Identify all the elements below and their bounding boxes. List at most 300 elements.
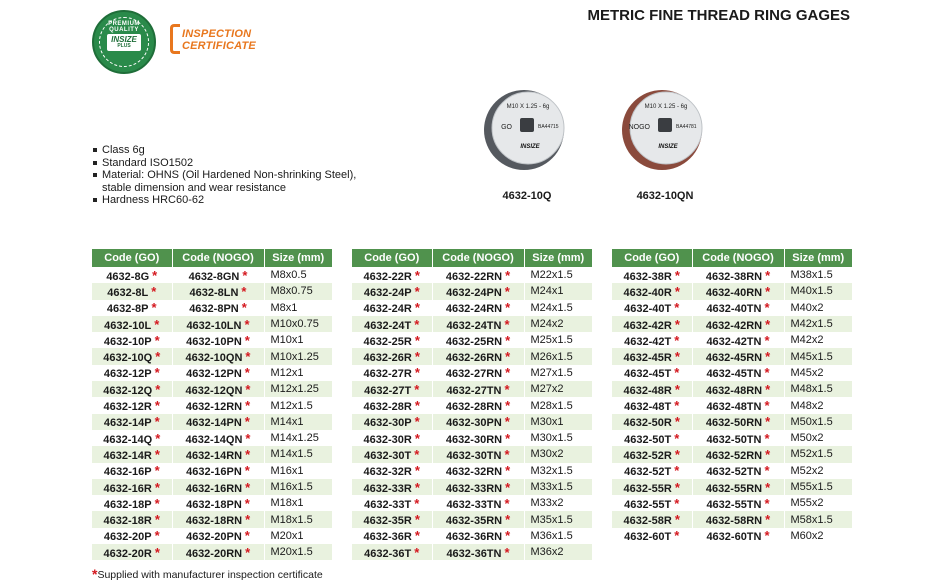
spec-item: Hardness HRC60-62	[92, 194, 356, 207]
code-nogo-cell	[432, 267, 524, 283]
size-cell: M20x1	[264, 528, 332, 544]
certificate-star-icon: *	[504, 495, 510, 511]
size-cell: M27x1.5	[524, 365, 592, 381]
code-nogo-cell	[172, 381, 264, 397]
gauge-marking-text: M10 X 1.25 - 6g	[506, 104, 550, 110]
size-cell: M30x2	[524, 446, 592, 462]
certificate-star-icon: *	[505, 267, 511, 283]
table-row	[612, 267, 852, 283]
certificate-star-icon: *	[674, 381, 680, 397]
size-cell: M52x2	[784, 463, 852, 479]
code-text: 4632-40T	[624, 303, 672, 316]
certificate-star-icon: *	[245, 512, 251, 528]
certificate-star-icon: *	[674, 430, 680, 446]
code-text: 4632-8P	[106, 303, 149, 316]
code-nogo-cell	[172, 511, 264, 527]
cert-bracket-icon	[170, 24, 180, 54]
certificate-star-icon: *	[765, 316, 771, 332]
gauge-side-label: NOGO	[628, 124, 650, 131]
size-cell: M24x1	[524, 283, 592, 299]
code-go-cell	[92, 267, 172, 283]
code-go-cell	[352, 316, 432, 332]
code-text: 4632-45RN	[705, 352, 763, 365]
size-cell: M8x1	[264, 300, 332, 316]
code-text: 4632-14PN	[186, 417, 242, 430]
code-text: 4632-22RN	[445, 270, 503, 283]
certificate-star-icon: *	[674, 267, 680, 283]
gauge-brand-text: INSIZE	[520, 144, 540, 150]
table-row	[612, 365, 852, 381]
column-header: Size (mm)	[784, 249, 852, 267]
certificate-star-icon: *	[765, 381, 771, 397]
size-cell: M45x2	[784, 365, 852, 381]
table-row	[612, 381, 852, 397]
code-go-cell	[612, 495, 692, 511]
size-cell: M38x1.5	[784, 267, 852, 283]
certificate-star-icon: *	[674, 365, 680, 381]
certificate-star-icon: *	[505, 349, 511, 365]
code-text: 4632-22R	[363, 270, 412, 283]
gauge-caption-nogo: 4632-10QN	[636, 190, 694, 202]
column-header: Code (GO)	[92, 249, 172, 267]
code-text: 4632-35RN	[445, 515, 503, 528]
code-text: 4632-24R	[363, 303, 412, 316]
certificate-star-icon: *	[414, 463, 420, 479]
certificate-star-icon: *	[245, 381, 251, 397]
code-text: 4632-52TN	[706, 466, 762, 479]
gauge-marking-text: M10 X 1.25 - 6g	[644, 104, 688, 110]
code-nogo-cell	[692, 511, 784, 527]
table-row	[352, 414, 592, 430]
code-nogo-cell	[172, 348, 264, 364]
table-row	[92, 528, 332, 544]
code-text: 4632-26R	[363, 352, 412, 365]
gauge-caption-go: 4632-10Q	[502, 190, 552, 202]
certificate-star-icon: *	[765, 414, 771, 430]
certificate-star-icon: *	[155, 349, 161, 365]
table-row	[612, 397, 852, 413]
code-nogo-cell	[172, 397, 264, 413]
certificate-star-icon: *	[504, 544, 510, 560]
code-nogo-cell	[172, 316, 264, 332]
table-row	[612, 511, 852, 527]
code-nogo-cell	[692, 430, 784, 446]
table-row	[352, 511, 592, 527]
certificate-star-icon: *	[764, 528, 770, 544]
code-text: 4632-18R	[103, 515, 152, 528]
size-cell: M30x1.5	[524, 430, 592, 446]
code-text: 4632-10QN	[185, 352, 243, 365]
certificate-star-icon: *	[764, 300, 770, 316]
codes-table-2	[352, 249, 592, 560]
code-nogo-cell	[692, 267, 784, 283]
code-nogo-cell	[692, 528, 784, 544]
code-go-cell	[92, 283, 172, 299]
code-text: 4632-26RN	[445, 352, 503, 365]
code-text: 4632-10L	[104, 319, 152, 332]
code-go-cell	[352, 463, 432, 479]
code-text: 4632-32RN	[445, 466, 503, 479]
code-text: 4632-27T	[364, 384, 412, 397]
certificate-star-icon: *	[414, 365, 420, 381]
code-text: 4632-27RN	[445, 368, 503, 381]
code-text: 4632-10PN	[186, 335, 242, 348]
certificate-star-icon: *	[765, 267, 771, 283]
code-text: 4632-50RN	[705, 417, 763, 430]
table-row	[92, 316, 332, 332]
table-header-row	[92, 249, 332, 267]
certificate-star-icon: *	[504, 283, 510, 299]
code-nogo-cell	[172, 414, 264, 430]
certificate-star-icon: *	[414, 544, 420, 560]
certificate-star-icon: *	[505, 365, 511, 381]
column-header: Size (mm)	[524, 249, 592, 267]
code-text: 4632-16RN	[185, 482, 243, 495]
logo-brand-text: INSIZE	[111, 34, 137, 44]
code-nogo-cell	[432, 446, 524, 462]
code-text: 4632-38R	[623, 270, 672, 283]
code-nogo-cell	[172, 267, 264, 283]
certificate-star-icon: *	[764, 430, 770, 446]
certificate-star-icon: *	[154, 316, 160, 332]
code-text: 4632-50TN	[706, 433, 762, 446]
certificate-star-icon: *	[764, 463, 770, 479]
code-text: 4632-18P	[103, 498, 152, 511]
table-row	[352, 479, 592, 495]
table-row	[352, 365, 592, 381]
table-row	[92, 348, 332, 364]
footnote-star-icon: *	[92, 566, 98, 582]
code-go-cell	[352, 511, 432, 527]
ring-gauge-go-image	[482, 84, 572, 174]
code-nogo-cell	[172, 300, 264, 316]
code-go-cell	[92, 446, 172, 462]
code-nogo-cell	[692, 414, 784, 430]
code-text: 4632-12PN	[186, 368, 242, 381]
code-go-cell	[612, 348, 692, 364]
size-cell: M40x2	[784, 300, 852, 316]
code-go-cell	[612, 365, 692, 381]
code-nogo-cell	[692, 479, 784, 495]
code-go-cell	[92, 397, 172, 413]
code-text: 4632-35R	[363, 515, 412, 528]
certificate-star-icon: *	[245, 430, 251, 446]
code-nogo-cell	[432, 544, 524, 560]
code-nogo-cell	[432, 397, 524, 413]
size-cell: M60x2	[784, 528, 852, 544]
certificate-star-icon: *	[151, 300, 157, 316]
code-go-cell	[92, 365, 172, 381]
code-text: 4632-12RN	[185, 401, 243, 414]
size-cell: M18x1.5	[264, 511, 332, 527]
certificate-star-icon: *	[154, 398, 160, 414]
certificate-star-icon: *	[414, 512, 420, 528]
code-text: 4632-14R	[103, 449, 152, 462]
certificate-star-icon: *	[414, 446, 420, 462]
code-nogo-cell	[432, 479, 524, 495]
code-text: 4632-27R	[363, 368, 412, 381]
code-nogo-cell	[172, 365, 264, 381]
code-text: 4632-40TN	[706, 303, 762, 316]
certificate-star-icon: *	[414, 430, 420, 446]
code-nogo-cell	[432, 463, 524, 479]
code-text: 4632-33R	[363, 482, 412, 495]
code-go-cell	[352, 430, 432, 446]
table-row	[352, 332, 592, 348]
gauge-brand-text: INSIZE	[658, 144, 678, 150]
code-nogo-cell	[172, 528, 264, 544]
spec-item: Standard ISO1502	[92, 157, 356, 170]
column-header: Code (GO)	[612, 249, 692, 267]
size-cell: M10x0.75	[264, 316, 332, 332]
code-text: 4632-18PN	[186, 498, 242, 511]
code-text: 4632-33T	[364, 498, 412, 511]
table-row	[92, 446, 332, 462]
code-go-cell	[92, 528, 172, 544]
size-cell: M42x1.5	[784, 316, 852, 332]
codes-table-3	[612, 249, 852, 544]
certificate-star-icon: *	[414, 398, 420, 414]
code-go-cell	[352, 544, 432, 560]
certificate-star-icon: *	[242, 267, 248, 283]
code-text: 4632-48T	[624, 401, 672, 414]
code-text: 4632-36T	[364, 547, 412, 560]
code-go-cell	[352, 300, 432, 316]
certificate-star-icon: *	[765, 349, 771, 365]
code-text: 4632-12QN	[185, 384, 243, 397]
table-row	[92, 414, 332, 430]
certificate-star-icon: *	[764, 398, 770, 414]
table-row	[612, 495, 852, 511]
certificate-star-icon: *	[674, 300, 680, 316]
code-text: 4632-42RN	[705, 319, 763, 332]
size-cell: M25x1.5	[524, 332, 592, 348]
code-text: 4632-30RN	[445, 433, 503, 446]
size-cell: M35x1.5	[524, 511, 592, 527]
code-text: 4632-30T	[364, 449, 412, 462]
code-nogo-cell	[172, 332, 264, 348]
code-text: 4632-16R	[103, 482, 152, 495]
certificate-star-icon: *	[764, 365, 770, 381]
size-cell: M8x0.5	[264, 267, 332, 283]
certificate-star-icon: *	[765, 283, 771, 299]
code-nogo-cell	[172, 479, 264, 495]
code-nogo-cell	[432, 300, 524, 316]
footnote	[92, 566, 323, 582]
code-go-cell	[612, 332, 692, 348]
spec-item: Material: OHNS (Oil Hardened Non-shrinking Steel),	[92, 169, 356, 182]
code-text: 4632-12P	[103, 368, 152, 381]
code-text: 4632-28RN	[445, 401, 503, 414]
cert-logo-text	[182, 28, 256, 52]
certificate-star-icon: *	[245, 479, 251, 495]
certificate-star-icon: *	[504, 316, 510, 332]
code-go-cell	[612, 414, 692, 430]
code-text: 4632-42R	[623, 319, 672, 332]
code-nogo-cell	[692, 332, 784, 348]
code-nogo-cell	[432, 495, 524, 511]
code-text: 4632-55RN	[705, 482, 763, 495]
code-nogo-cell	[172, 430, 264, 446]
size-cell: M28x1.5	[524, 397, 592, 413]
certificate-star-icon: *	[154, 544, 160, 560]
table-row	[612, 332, 852, 348]
gauge-side-label: GO	[501, 124, 512, 131]
gauge-center-hole	[658, 118, 672, 132]
certificate-star-icon: *	[505, 430, 511, 446]
certificate-star-icon: *	[244, 528, 250, 544]
certificate-star-icon: *	[244, 365, 250, 381]
code-nogo-cell	[692, 381, 784, 397]
code-go-cell	[352, 446, 432, 462]
code-text: 4632-16P	[103, 466, 152, 479]
code-text: 4632-48R	[623, 384, 672, 397]
code-text: 4632-55TN	[706, 498, 762, 511]
code-nogo-cell	[432, 283, 524, 299]
code-go-cell	[92, 544, 172, 560]
code-nogo-cell	[692, 463, 784, 479]
code-text: 4632-24RN	[445, 303, 503, 316]
table-row	[92, 463, 332, 479]
table-row	[92, 479, 332, 495]
certificate-star-icon: *	[151, 283, 157, 299]
code-nogo-cell	[172, 446, 264, 462]
cert-line-2: CERTIFICATE	[182, 40, 256, 52]
table-row	[352, 348, 592, 364]
certificate-star-icon: *	[765, 479, 771, 495]
code-text: 4632-32R	[363, 466, 412, 479]
code-nogo-cell	[172, 544, 264, 560]
code-go-cell	[352, 528, 432, 544]
certificate-star-icon: *	[414, 495, 420, 511]
table-row	[612, 463, 852, 479]
certificate-star-icon: *	[674, 463, 680, 479]
code-text: 4632-30PN	[446, 417, 502, 430]
table-row	[612, 528, 852, 544]
code-text: 4632-28R	[363, 401, 412, 414]
code-text: 4632-25RN	[445, 335, 503, 348]
table-row	[92, 300, 332, 316]
size-cell: M12x1.5	[264, 397, 332, 413]
code-go-cell	[612, 430, 692, 446]
certificate-star-icon: *	[764, 332, 770, 348]
code-text: 4632-10Q	[103, 352, 153, 365]
certificate-star-icon: *	[504, 381, 510, 397]
gauge-serial-text: BA44715	[538, 124, 559, 130]
code-text: 4632-24TN	[446, 319, 502, 332]
code-go-cell	[92, 511, 172, 527]
certificate-star-icon: *	[244, 414, 250, 430]
code-go-cell	[352, 479, 432, 495]
code-go-cell	[92, 332, 172, 348]
size-cell: M48x2	[784, 397, 852, 413]
size-cell: M33x1.5	[524, 479, 592, 495]
code-go-cell	[612, 300, 692, 316]
code-text: 4632-14Q	[103, 433, 153, 446]
code-nogo-cell	[432, 365, 524, 381]
size-cell: M52x1.5	[784, 446, 852, 462]
size-cell: M14x1.5	[264, 446, 332, 462]
code-text: 4632-25R	[363, 335, 412, 348]
certificate-star-icon: *	[414, 332, 420, 348]
code-text: 4632-14RN	[185, 449, 243, 462]
table-row	[612, 283, 852, 299]
code-go-cell	[92, 316, 172, 332]
ring-gauge-drawing	[482, 84, 572, 174]
code-text: 4632-30R	[363, 433, 412, 446]
size-cell: M22x1.5	[524, 267, 592, 283]
code-text: 4632-20P	[103, 531, 152, 544]
code-text: 4632-10P	[103, 335, 152, 348]
code-nogo-cell	[692, 348, 784, 364]
certificate-star-icon: *	[245, 446, 251, 462]
certificate-star-icon: *	[674, 528, 680, 544]
page-title: METRIC FINE THREAD RING GAGES	[587, 7, 850, 24]
table-row	[352, 283, 592, 299]
size-cell: M24x1.5	[524, 300, 592, 316]
code-text: 4632-45T	[624, 368, 672, 381]
column-header: Code (NOGO)	[692, 249, 784, 267]
certificate-star-icon: *	[154, 414, 160, 430]
code-text: 4632-10LN	[186, 319, 242, 332]
code-nogo-cell	[692, 283, 784, 299]
certificate-star-icon: *	[154, 365, 160, 381]
code-text: 4632-12Q	[103, 384, 153, 397]
certificate-star-icon: *	[414, 528, 420, 544]
footnote-text: Supplied with manufacturer inspection certificate	[97, 569, 323, 581]
code-text: 4632-45TN	[706, 368, 762, 381]
code-text: 4632-14QN	[185, 433, 243, 446]
table-row	[92, 365, 332, 381]
table-row	[92, 511, 332, 527]
gauge-serial-text: BA44781	[676, 124, 697, 130]
certificate-star-icon: *	[245, 544, 251, 560]
certificate-star-icon: *	[505, 332, 511, 348]
certificate-star-icon: *	[765, 512, 771, 528]
code-text: 4632-55T	[624, 498, 672, 511]
certificate-star-icon: *	[504, 446, 510, 462]
code-text: 4632-58R	[623, 515, 672, 528]
certificate-star-icon: *	[674, 398, 680, 414]
size-cell: M45x1.5	[784, 348, 852, 364]
size-cell: M16x1.5	[264, 479, 332, 495]
code-text: 4632-30P	[363, 417, 412, 430]
certificate-star-icon: *	[505, 479, 511, 495]
code-text: 4632-33RN	[445, 482, 503, 495]
code-text: 4632-52RN	[705, 449, 763, 462]
logo-arc-text: PREMIUM QUALITY	[108, 21, 140, 33]
certificate-star-icon: *	[154, 446, 160, 462]
code-text: 4632-20PN	[186, 531, 242, 544]
size-cell: M8x0.75	[264, 283, 332, 299]
cert-line-1: INSPECTION	[182, 28, 252, 40]
certificate-star-icon: *	[505, 528, 511, 544]
gauge-center-hole	[520, 118, 534, 132]
size-cell: M12x1.25	[264, 381, 332, 397]
certificate-star-icon: *	[245, 398, 251, 414]
code-go-cell	[612, 316, 692, 332]
table-row	[352, 267, 592, 283]
certificate-star-icon: *	[414, 349, 420, 365]
size-cell: M50x1.5	[784, 414, 852, 430]
size-cell: M36x2	[524, 544, 592, 560]
code-text: 4632-50T	[624, 433, 672, 446]
code-nogo-cell	[432, 414, 524, 430]
size-cell: M26x1.5	[524, 348, 592, 364]
table-row	[352, 430, 592, 446]
certificate-star-icon: *	[674, 332, 680, 348]
table-row	[352, 544, 592, 560]
